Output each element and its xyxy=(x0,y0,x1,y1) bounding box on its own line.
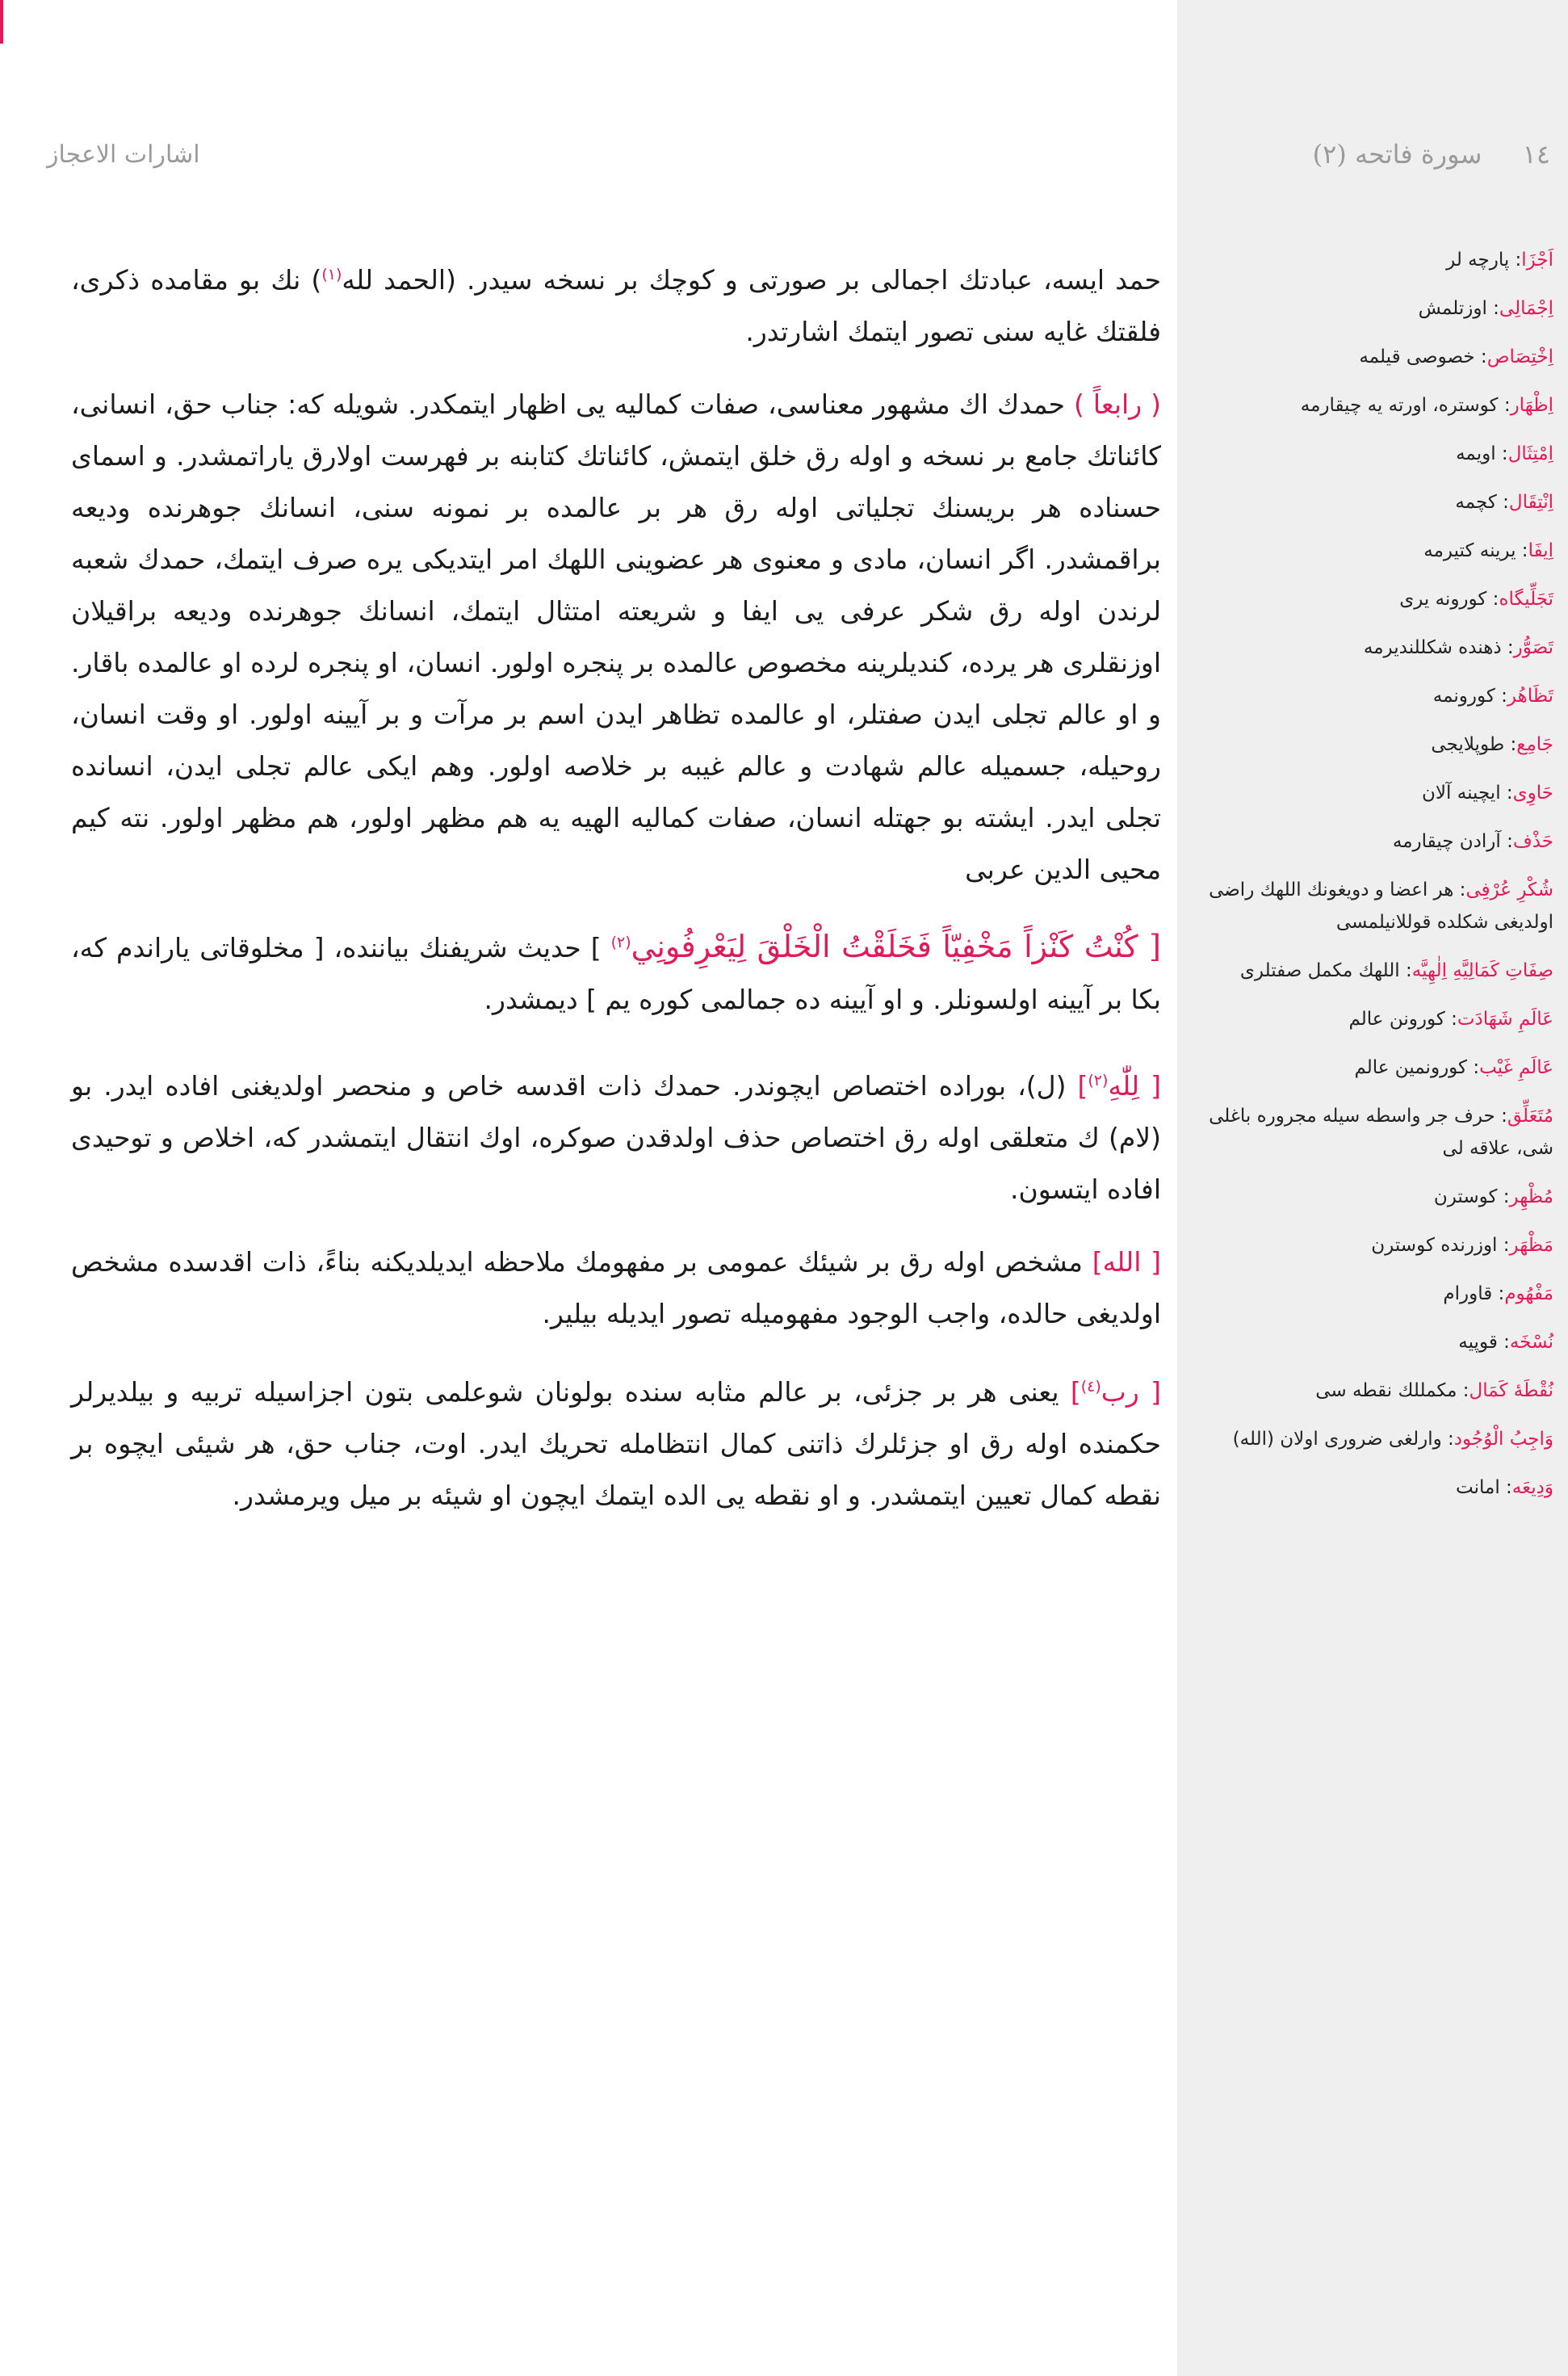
glossary-definition: اللهك مكمل صفتلری xyxy=(1239,960,1400,981)
paragraph-2: ( رابعاً ) حمدك اك مشهور معناسی، صفات كمالیه یی اظهار ایتمكدر. شویله كه: جناب حق، انسانی، كائناتك جامع بر نسخه و اوله رق خلق ایتمش، كائناتك كتابنه بر فهرست اولارق یاراتمشدر. و اسمای حسناده هر بریسنك تجلیاتی اوله رق هر بر عالمده بر نمونه سنی، انسانك جوهرنده ودیعه براقمشدر. اگر انسان، مادی و معنوی هر عضوینی اللهك امر ایتدیكی یره صرف ایتمك، حمدك شعبه لرندن اوله رق شكر عرفی یی ایفا و شریعته امتثال ایتمك، انسانك جوهرنده ودیعه براقیلان اوزنقلری هر یرده، كندیلرینه مخصوص عالمده بر پنجره اولور. انسان، او پنجره لرده او عالمده باقار. و او عالم تجلی ایدن صفتلر، او عالمده تظاهر ایدن اسم بر مرآت و بر آیینه اولور. او وقت انسان، روحیله، جسمیله عالم شهادت و عالم غیبه بر خلاصه اولور. وهم ایكی عالم تجلی ایدن، انسانده تجلی ایدر. ایشته بو جهتله انسان، صفات كمالیه الهیه یه هم مظهر اولور، هم مظهر اولور. نته كیم محیی الدین عربی xyxy=(71,388,1161,885)
footnote-ref: (٢) xyxy=(1088,1072,1109,1089)
glossary-term: اِنْتِقَال xyxy=(1508,492,1553,513)
glossary-definition: كورونمه xyxy=(1432,686,1495,707)
glossary-definition: كچمه xyxy=(1455,492,1497,513)
glossary-definition: خصوصی قیلمه xyxy=(1359,346,1475,367)
glossary-entry: مُظْهِر: كوسترن xyxy=(1433,1186,1553,1207)
glossary-term: اِظْهَار xyxy=(1510,395,1553,416)
glossary-definition: مكمللك نقطه سی xyxy=(1315,1380,1457,1401)
glossary-definition: طوپلایجی xyxy=(1431,734,1505,755)
paragraph-3: [ كُنْتُ كَنْزاً مَخْفِيّاً فَخَلَقْتُ الْخَلْقَ لِيَعْرِفُونِي$^{(٢)}$ ] حدیث شریفنك بیاننده، [ مخلوقاتی یاراندم كه، بكا بر آیینه اولسونلر. و او آیینه ده جمالمی كوره یم ] دیمشدر. xyxy=(71,929,1161,1015)
glossary-term: وَدِیعَه xyxy=(1511,1477,1553,1498)
glossary-entry: اِجْمَالِی: اوزتلمش xyxy=(1418,298,1553,319)
glossary-definition: ایچینه آلان xyxy=(1422,783,1501,804)
paragraph-1: حمد ایسه، عبادتك اجمالی بر صورتی و كوچك بر نسخه سیدر. (الحمد لله$^{(١)}$) نك بو مقامده ذكری، فلقتك غایه سنی تصور ایتمك اشارتدر. xyxy=(71,264,1161,347)
glossary-entry: وَاجِبُ الْوُجُود: وارلغی ضروری اولان (الله) xyxy=(1232,1429,1553,1450)
paragraph-4: [ لِلّٰهِ$^{(٢)}$] (ل)، بوراده اختصاص ایچوندر. حمدك ذات اقدسه خاص و منحصر اولدیغنی افاده ایدر. بو (لام) ك متعلقی اوله رق اختصاص حذف اولدقدن صوكره، اوك انتقال ایتمشدر كه، اخلاص و توحیدی افاده ایتسون. xyxy=(71,1070,1161,1205)
glossary-term: تَظَاهُر xyxy=(1507,686,1553,707)
glossary-entry: حَاوِی: ایچینه آلان xyxy=(1422,783,1553,804)
term-label: [ رب xyxy=(1101,1376,1161,1408)
glossary-term: وَاجِبُ الْوُجُود xyxy=(1453,1429,1553,1450)
glossary-term: تَجَلِّیگاه xyxy=(1499,589,1553,610)
glossary-term: حَذْف xyxy=(1512,831,1553,852)
paragraph-6: [ رب$^{(٤)}$] یعنی هر بر جزئی، بر عالم مثابه سنده بولونان شوعلمی بتون اجزاسیله تربیه و بیلدیرلر حكمنده اوله رق او جزئلرك ذاتنی كمال انتظامله تحریك ایدر. اوت، جناب حق، هر شیئی ایچوه بر نقطه كمال تعیین ایتمشدر. و او نقطه یی الده ایتمك ایچون او شیئه بر میل ویرمشدر. xyxy=(71,1376,1161,1511)
glossary-term: تَصَوُّر xyxy=(1513,637,1553,658)
footnote-ref: (١) xyxy=(321,266,342,283)
glossary-entry: اِیفَا: یرینه كتیرمه xyxy=(1423,540,1553,561)
glossary-term: نُسْخَه xyxy=(1509,1332,1553,1353)
glossary-entry: وَدِیعَه: امانت xyxy=(1456,1477,1553,1498)
glossary-term: نُقْطَهٔ كَمَال xyxy=(1469,1380,1553,1401)
glossary-term: عَالَمِ شَهَادَت xyxy=(1457,1009,1553,1030)
term-label: [ لِلّٰهِ xyxy=(1108,1070,1161,1102)
glossary-definition: كورونن عالم xyxy=(1348,1009,1445,1030)
page-edge-mark xyxy=(0,0,3,44)
glossary-entry: اَجْزَا: پارچه لر xyxy=(1446,250,1553,271)
glossary-entry: مَظْهَر: اوزرنده كوسترن xyxy=(1371,1235,1553,1256)
glossary-definition: كورونمین عالم xyxy=(1354,1057,1468,1078)
glossary-term: مَفْهُوم xyxy=(1504,1283,1553,1304)
glossary-entry: مُتَعَلِّق: حرف جر واسطه سیله مجروره باغلی شی، علاقه لی xyxy=(1209,1106,1553,1159)
glossary-definition: قاورام xyxy=(1443,1283,1493,1304)
glossary-entry: تَظَاهُر: كورونمه xyxy=(1432,686,1553,707)
glossary-definition: كورونه یری xyxy=(1399,589,1487,610)
glossary-term: صِفَاتِ كَمَالِیَّهِ اِلٰهِیَّه xyxy=(1411,960,1553,981)
glossary-term: عَالَمِ غَیْب xyxy=(1479,1057,1553,1078)
glossary-term: اِمْتِثَال xyxy=(1507,443,1553,464)
glossary-entry: تَصَوُّر: ذهنده شكللندیرمه xyxy=(1363,637,1553,658)
glossary-term: مُظْهِر xyxy=(1509,1186,1553,1207)
glossary-definition: قوپیه xyxy=(1458,1332,1498,1353)
glossary-entry: صِفَاتِ كَمَالِیَّهِ اِلٰهِیَّه: اللهك مكمل صفتلری xyxy=(1239,960,1553,981)
glossary-entry: نُسْخَه: قوپیه xyxy=(1458,1332,1553,1353)
glossary-entry: عَالَمِ شَهَادَت: كورونن عالم xyxy=(1348,1009,1553,1030)
glossary-definition: كوسترن xyxy=(1433,1186,1498,1207)
glossary-term: اِجْمَالِی xyxy=(1499,298,1553,319)
glossary-definition: یرینه كتیرمه xyxy=(1423,540,1516,561)
glossary-term: اَجْزَا xyxy=(1521,250,1553,271)
footnote-ref: (٤) xyxy=(1080,1378,1101,1396)
glossary-term: اِیفَا xyxy=(1528,540,1553,561)
glossary-definition: هر اعضا و دویغونك اللهك راضی اولدیغی شكلده قوللانیلمسی xyxy=(1209,879,1553,933)
glossary-definition: وارلغی ضروری اولان (الله) xyxy=(1232,1429,1442,1450)
glossary-entry: اِخْتِصَاص: خصوصی قیلمه xyxy=(1359,346,1553,367)
glossary xyxy=(1198,244,1553,1520)
main-text xyxy=(71,249,1161,1543)
glossary-term: حَاوِی xyxy=(1512,783,1553,804)
glossary-entry: جَامِع: طوپلایجی xyxy=(1431,734,1553,755)
glossary-definition: امانت xyxy=(1456,1477,1500,1498)
glossary-entry: عَالَمِ غَیْب: كورونمین عالم xyxy=(1354,1057,1553,1078)
glossary-entry: مَفْهُوم: قاورام xyxy=(1443,1283,1553,1304)
glossary-definition: ذهنده شكللندیرمه xyxy=(1363,637,1502,658)
glossary-definition: اوزرنده كوسترن xyxy=(1371,1235,1498,1256)
glossary-entry: نُقْطَهٔ كَمَال: مكمللك نقطه سی xyxy=(1315,1380,1553,1401)
footnote-ref: (٢) xyxy=(610,934,631,951)
term-label: [ الله xyxy=(1102,1246,1161,1278)
glossary-term: جَامِع xyxy=(1516,734,1553,755)
glossary-term: شُكْرِ عُرْفِی xyxy=(1465,879,1553,900)
hadith-quote: [ كُنْتُ كَنْزاً مَخْفِيّاً فَخَلَقْتُ الْخَلْقَ لِيَعْرِفُونِي xyxy=(631,929,1161,964)
chapter-title: سورة فاتحه (٢) xyxy=(1312,139,1482,170)
glossary-definition: كوستره، اورته یه چیقارمه xyxy=(1300,395,1499,416)
glossary-definition: اویمه xyxy=(1456,443,1496,464)
running-header-right xyxy=(1211,139,1550,170)
glossary-entry: حَذْف: آرادن چیقارمه xyxy=(1392,831,1553,852)
glossary-entry: اِظْهَار: كوستره، اورته یه چیقارمه xyxy=(1300,395,1553,416)
glossary-definition: اوزتلمش xyxy=(1418,298,1487,319)
running-header-left: اشارات الاعجاز xyxy=(47,141,200,169)
glossary-entry: اِمْتِثَال: اویمه xyxy=(1456,443,1553,464)
glossary-definition: پارچه لر xyxy=(1446,250,1510,271)
paragraph-5: [ الله] مشخص اوله رق بر شیئك عمومی بر مفهومك ملاحظه ایدیلدیكنه بناءً، ذات اقدسده مشخص اولدیغی حالده، واجب الوجود مفهومیله تصور ایدیله بیلیر. xyxy=(71,1246,1161,1329)
glossary-entry: شُكْرِ عُرْفِی: هر اعضا و دویغونك اللهك راضی اولدیغی شكلده قوللانیلمسی xyxy=(1209,879,1553,933)
page-number: ١٤ xyxy=(1522,139,1550,170)
glossary-term: مُتَعَلِّق xyxy=(1507,1106,1553,1127)
glossary-definition: حرف جر واسطه سیله مجروره باغلی شی، علاقه لی xyxy=(1209,1106,1553,1159)
glossary-term: اِخْتِصَاص xyxy=(1486,346,1553,367)
glossary-definition: آرادن چیقارمه xyxy=(1392,831,1501,852)
section-label: ( رابعاً ) xyxy=(1074,388,1161,420)
glossary-entry: اِنْتِقَال: كچمه xyxy=(1455,492,1553,513)
glossary-entry: تَجَلِّیگاه: كورونه یری xyxy=(1399,589,1553,610)
glossary-term: مَظْهَر xyxy=(1509,1235,1553,1256)
